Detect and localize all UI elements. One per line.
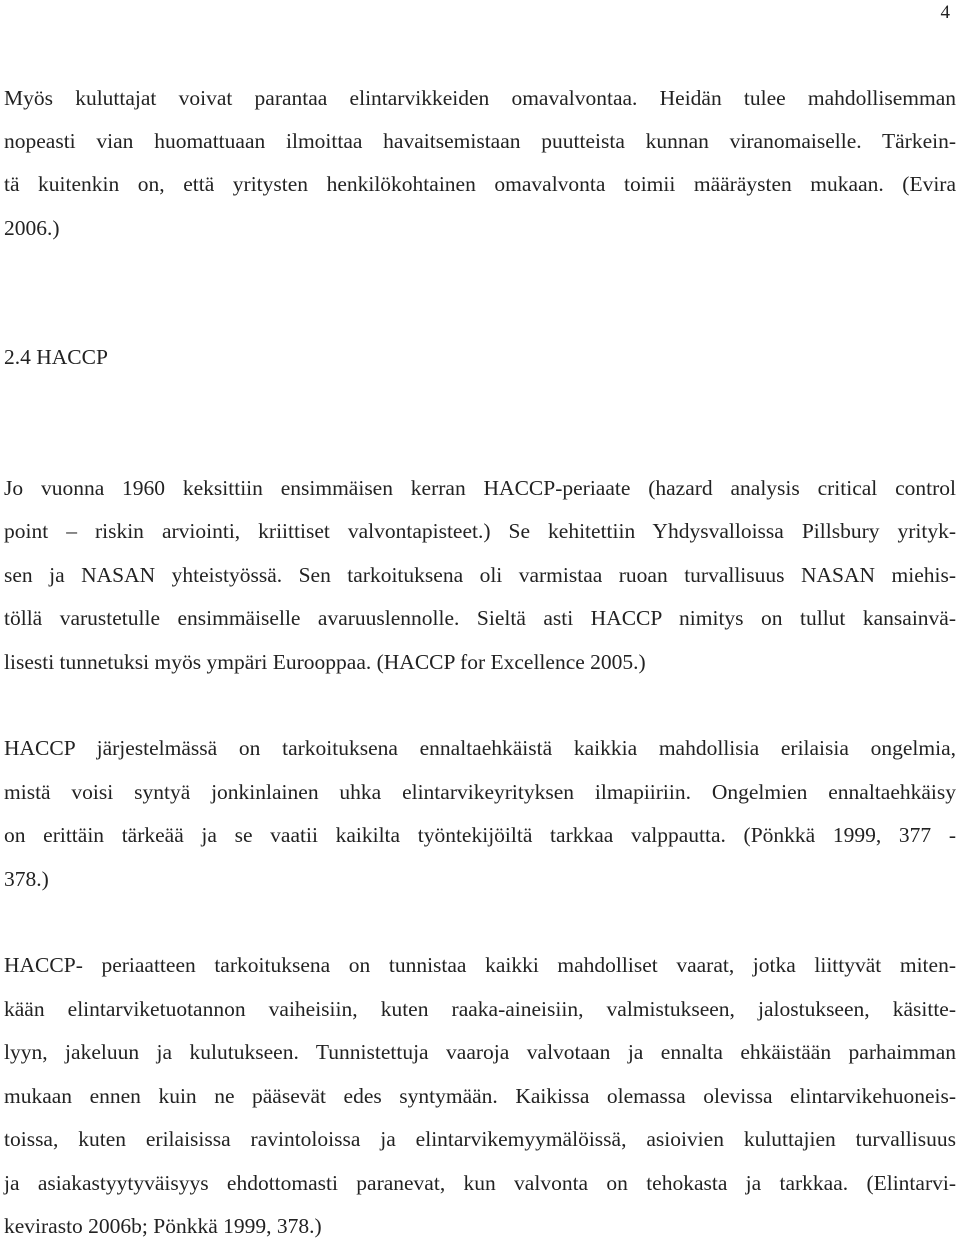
paragraph-line: mistä voisi syntyä jonkinlainen uhka elintarvikeyrityksen ilmapiiriin. Ongelmien ennaltaehkäisy xyxy=(4,780,956,804)
paragraph-line: sen ja NASAN yhteistyössä. Sen tarkoituksena oli varmistaa ruoan turvallisuus NASAN miehis- xyxy=(4,563,956,587)
paragraph-line: nopeasti vian huomattuaan ilmoittaa havaitsemistaan puutteista kunnan viranomaiselle. Tärkein- xyxy=(4,129,956,153)
section-heading: 2.4 HACCP xyxy=(4,345,108,369)
paragraph-line: toissa, kuten erilaisissa ravintoloissa ja elintarvikemyymälöissä, asioivien kuluttajien turvallisuus xyxy=(4,1127,956,1151)
paragraph-line: point – riskin arviointi, kriittiset valvontapisteet.) Se kehitettiin Yhdysvalloissa Pillsbury yrityk- xyxy=(4,519,956,543)
paragraph-line: HACCP- periaatteen tarkoituksena on tunnistaa kaikki mahdolliset vaarat, jotka liittyvät miten- xyxy=(4,953,956,977)
paragraph-line: 2006.) xyxy=(4,216,60,240)
paragraph-line: 378.) xyxy=(4,867,49,891)
paragraph-line: ja asiakastyytyväisyys ehdottomasti paranevat, kun valvonta on tehokasta ja tarkkaa. (Elintarvi- xyxy=(4,1171,956,1195)
paragraph-line: lisesti tunnetuksi myös ympäri Eurooppaa. (HACCP for Excellence 2005.) xyxy=(4,650,646,674)
paragraph-line: HACCP järjestelmässä on tarkoituksena ennaltaehkäistä kaikkia mahdollisia erilaisia ongelmia, xyxy=(4,736,956,760)
paragraph-line: lyyn, jakeluun ja kulutukseen. Tunnistettuja vaaroja valvotaan ja ennalta ehkäistään parhaimman xyxy=(4,1040,956,1064)
paragraph-line: Myös kuluttajat voivat parantaa elintarvikkeiden omavalvontaa. Heidän tulee mahdollisemman xyxy=(4,86,956,110)
paragraph-line: töllä varustetulle ensimmäiselle avaruuslennolle. Sieltä asti HACCP nimitys on tullut kansainvä- xyxy=(4,606,956,630)
paragraph-line: kevirasto 2006b; Pönkkä 1999, 378.) xyxy=(4,1214,322,1238)
paragraph-line: kään elintarviketuotannon vaiheisiin, kuten raaka-aineisiin, valmistukseen, jalostukseen, käsitte- xyxy=(4,997,956,1021)
page-number: 4 xyxy=(940,2,950,23)
paragraph-line: on erittäin tärkeää ja se vaatii kaikilta työntekijöiltä tarkkaa valppautta. (Pönkkä 1999, 377 - xyxy=(4,823,956,847)
paragraph-line: tä kuitenkin on, että yritysten henkilökohtainen omavalvonta toimii määräysten mukaan. (Evira xyxy=(4,172,956,196)
paragraph-line: Jo vuonna 1960 keksittiin ensimmäisen kerran HACCP-periaate (hazard analysis critical control xyxy=(4,476,956,500)
paragraph-line: mukaan ennen kuin ne pääsevät edes syntymään. Kaikissa olemassa olevissa elintarvikehuoneis- xyxy=(4,1084,956,1108)
